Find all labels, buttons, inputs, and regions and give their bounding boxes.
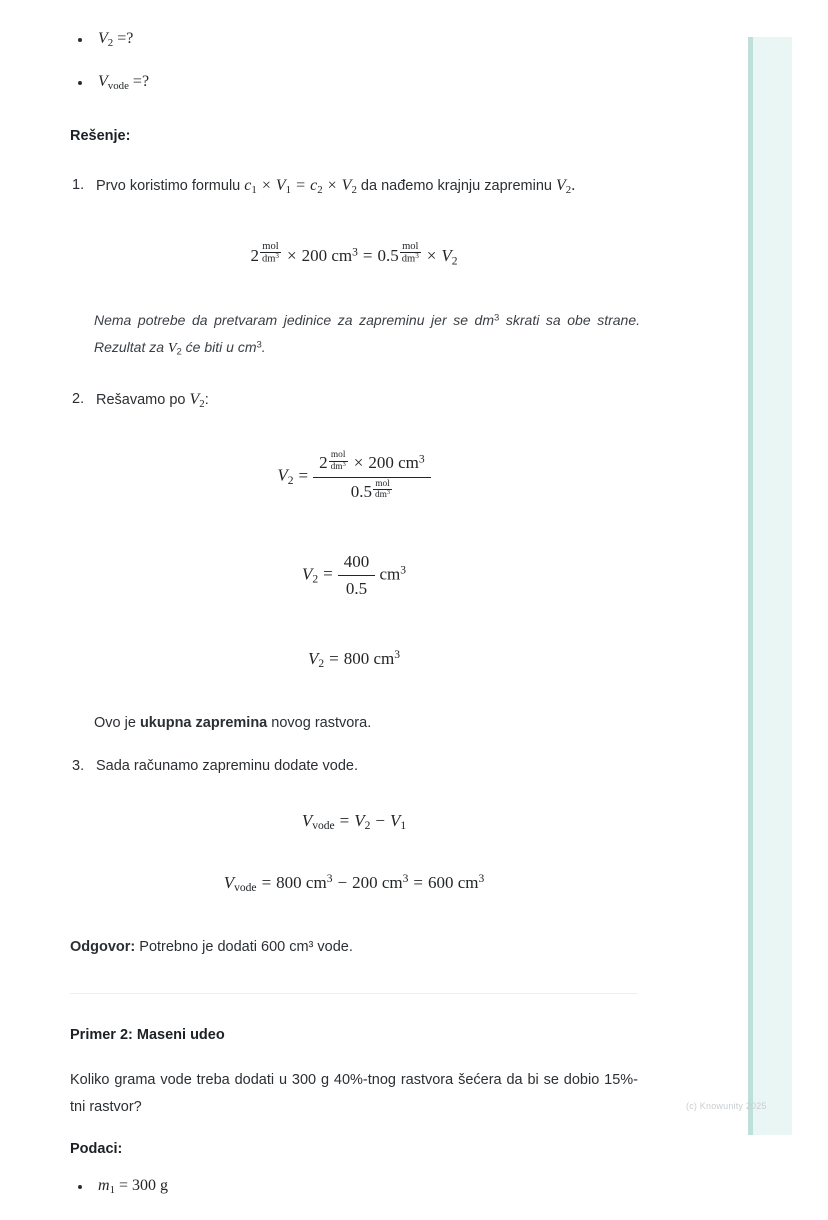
fraction-mol-dm3-num: $\frac{\text{mol}}{dm^3}$ (330, 450, 346, 473)
equation-1: 2 $\frac{\text{mol}}{dm^3}$ × 200 $cm^3 = 0.5$ $\frac{\text{mol}}{dm^3}$ × $V_2$ (250, 240, 458, 268)
step-number: 3. (72, 757, 85, 774)
answer-line (70, 934, 638, 961)
given-values-list (70, 30, 638, 92)
data-item-m1: $m_1 = 300$ g (98, 1176, 169, 1196)
step-text: Sada računamo zapreminu dodate vode. (96, 757, 358, 774)
list-item (70, 73, 638, 92)
fraction-mol-dm3-right: $\frac{\text{mol}}{dm^3}$ (401, 240, 419, 265)
fraction-400-over-05: $\frac{400}{0.5}$ (338, 551, 376, 600)
page-accent-strip-edge (748, 37, 753, 1135)
watermark: (c) Knowunity 2025 (686, 1101, 767, 1111)
step-text: Rešavamo po $V_2$: (96, 391, 209, 411)
unit-conversion-note: Nema potrebe da pretvaram jedinice za zapreminu jer se $dm^3$ skrati sa obe strane. Rezultat za $V_2$ će biti u $cm^3$. (94, 312, 640, 358)
fraction-mol-dm3-left: $\frac{\text{mol}}{dm^3}$ (261, 240, 279, 265)
solution-step-2 (70, 386, 638, 415)
fraction-mol-dm3-den: $\frac{\text{mol}}{dm^3}$ (374, 478, 391, 501)
given-item-1: $V_{vode}$ =? (98, 73, 150, 93)
inline-v2: $V_2$. (555, 177, 576, 197)
answer-text: Potrebno je dodati 600 cm³ vode. (135, 939, 353, 956)
list-item (70, 1177, 638, 1196)
total-volume-note: Ovo je ukupna zapremina novog rastvora. (94, 715, 372, 732)
list-item (70, 30, 638, 49)
equation-4: $V_2 = 800$ $cm^3$ (307, 648, 401, 671)
example-2-heading: Primer 2: Maseni udeo (70, 1027, 225, 1043)
equation-5: $V_{vode} = V_2 - V_1$ (301, 810, 407, 833)
example-2-question: Koliko grama vode treba dodati u 300 g 40%-tnog rastvora šećera da bi se dobio 15%-tni rastvor? (70, 1072, 638, 1115)
step-text: Prvo koristimo formulu $c_1 \times V_1 = c_2 \times V_2$ da nađemo krajnju zapreminu $V_2$. (96, 177, 576, 197)
solution-heading: Rešenje: (70, 128, 131, 145)
total-volume-emphasis: ukupna zapremina (139, 715, 268, 732)
solution-step-1 (70, 172, 638, 201)
step-number: 1. (72, 177, 85, 194)
inline-v2-step2: $V_2$ (189, 391, 205, 411)
answer-label: Odgovor: (70, 939, 136, 956)
inline-formula-c1v1: $c_1 \times V_1 = c_2 \times V_2$ (244, 177, 357, 197)
step-number: 2. (72, 391, 85, 408)
fraction-v2-solve: 2 $\frac{\text{mol}}{dm^3}$ × 200 $cm^3$ 0.5 $\frac{\text{mol}}{dm^3}$ (313, 451, 431, 503)
document-content (70, 30, 638, 1220)
data-heading: Podaci: (70, 1140, 123, 1157)
solution-step-3 (70, 753, 638, 779)
equation-6: $V_{vode} = 800$ $cm^3 - 200$ $cm^3 = 600$ $cm^3$ (223, 872, 485, 895)
given-item-0: $V_2$ =? (98, 30, 134, 50)
example-2-data-list (70, 1177, 638, 1196)
equation-2: $V_2$ = 2 $\frac{\text{mol}}{dm^3}$ × 200 $cm^3$ 0.5 $\frac{\text{mol}}{dm^3}$ (70, 451, 638, 503)
page-accent-strip (748, 37, 792, 1135)
equation-3: $V_2$ = $\frac{400}{0.5}$ $cm^3$ (70, 551, 638, 600)
